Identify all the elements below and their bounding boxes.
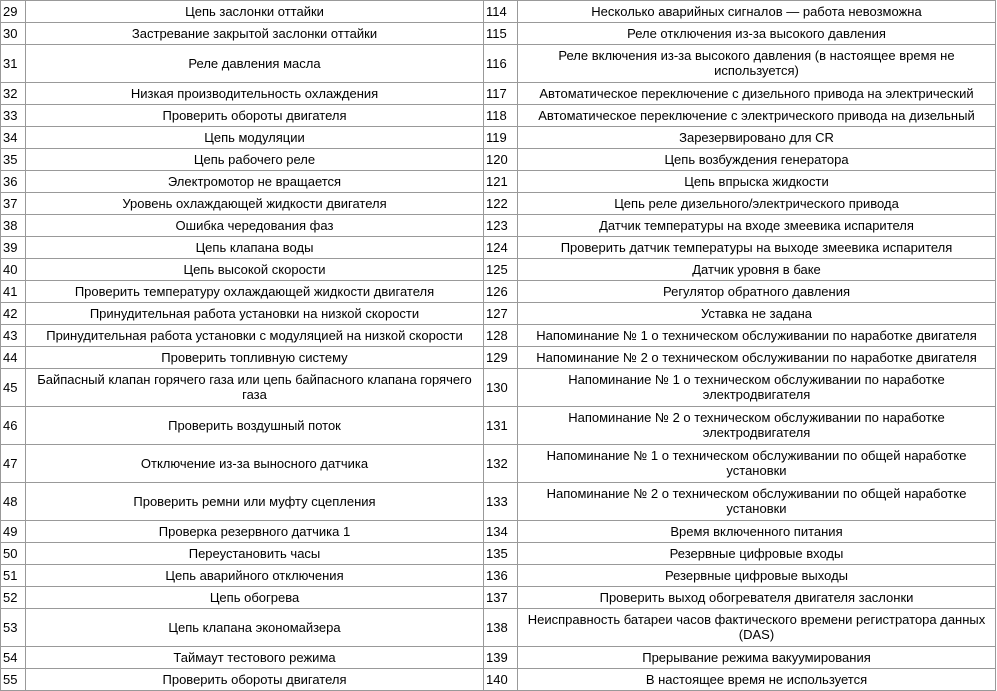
code-cell-right: 134 — [484, 521, 518, 543]
code-cell-left: 30 — [1, 23, 26, 45]
code-cell-left: 50 — [1, 543, 26, 565]
description-cell-left: Проверить обороты двигателя — [26, 105, 484, 127]
code-cell-left: 45 — [1, 369, 26, 407]
description-cell-right: Напоминание № 1 о техническом обслуживании по наработке электродвигателя — [518, 369, 996, 407]
description-cell-right: Уставка не задана — [518, 303, 996, 325]
description-cell-right: Резервные цифровые входы — [518, 543, 996, 565]
code-cell-right: 121 — [484, 171, 518, 193]
table-row — [1, 347, 996, 369]
code-cell-left: 44 — [1, 347, 26, 369]
code-cell-left: 39 — [1, 237, 26, 259]
description-cell-left: Низкая производительность охлаждения — [26, 83, 484, 105]
table-row — [1, 587, 996, 609]
table-row — [1, 259, 996, 281]
description-cell-left: Проверить температуру охлаждающей жидкости двигателя — [26, 281, 484, 303]
description-cell-left: Принудительная работа установки на низкой скорости — [26, 303, 484, 325]
code-cell-left: 47 — [1, 445, 26, 483]
code-cell-right: 126 — [484, 281, 518, 303]
code-cell-left: 43 — [1, 325, 26, 347]
code-cell-left: 48 — [1, 483, 26, 521]
description-cell-right: Напоминание № 2 о техническом обслуживании по наработке электродвигателя — [518, 407, 996, 445]
description-cell-right: Напоминание № 1 о техническом обслуживании по общей наработке установки — [518, 445, 996, 483]
description-cell-right: Неисправность батареи часов фактического времени регистратора данных (DAS) — [518, 609, 996, 647]
description-cell-left: Проверить воздушный поток — [26, 407, 484, 445]
code-cell-left: 52 — [1, 587, 26, 609]
table-row — [1, 609, 996, 647]
code-cell-right: 127 — [484, 303, 518, 325]
table-row — [1, 281, 996, 303]
code-cell-right: 137 — [484, 587, 518, 609]
description-cell-right: Цепь возбуждения генератора — [518, 149, 996, 171]
description-cell-left: Уровень охлаждающей жидкости двигателя — [26, 193, 484, 215]
code-cell-right: 116 — [484, 45, 518, 83]
table-row — [1, 521, 996, 543]
table-row — [1, 669, 996, 691]
table-row — [1, 543, 996, 565]
description-cell-right: Цепь реле дизельного/электрического привода — [518, 193, 996, 215]
code-cell-left: 33 — [1, 105, 26, 127]
description-cell-left: Цепь заслонки оттайки — [26, 1, 484, 23]
code-cell-right: 128 — [484, 325, 518, 347]
description-cell-left: Цепь клапана воды — [26, 237, 484, 259]
code-cell-left: 34 — [1, 127, 26, 149]
description-cell-right: Проверить выход обогревателя двигателя заслонки — [518, 587, 996, 609]
description-cell-right: Цепь впрыска жидкости — [518, 171, 996, 193]
code-cell-left: 49 — [1, 521, 26, 543]
table-row — [1, 303, 996, 325]
code-cell-left: 54 — [1, 647, 26, 669]
description-cell-right: В настоящее время не используется — [518, 669, 996, 691]
code-cell-right: 118 — [484, 105, 518, 127]
code-cell-left: 29 — [1, 1, 26, 23]
description-cell-right: Автоматическое переключение с дизельного привода на электрический — [518, 83, 996, 105]
description-cell-left: Цепь клапана экономайзера — [26, 609, 484, 647]
code-cell-right: 120 — [484, 149, 518, 171]
description-cell-left: Цепь аварийного отключения — [26, 565, 484, 587]
table-row — [1, 127, 996, 149]
description-cell-left: Переустановить часы — [26, 543, 484, 565]
description-cell-left: Проверка резервного датчика 1 — [26, 521, 484, 543]
description-cell-left: Проверить обороты двигателя — [26, 669, 484, 691]
table-row — [1, 1, 996, 23]
table-row — [1, 325, 996, 347]
description-cell-right: Напоминание № 1 о техническом обслуживании по наработке двигателя — [518, 325, 996, 347]
code-cell-right: 133 — [484, 483, 518, 521]
code-cell-right: 130 — [484, 369, 518, 407]
table-row — [1, 565, 996, 587]
table-row — [1, 83, 996, 105]
code-cell-left: 53 — [1, 609, 26, 647]
code-cell-left: 55 — [1, 669, 26, 691]
table-row — [1, 237, 996, 259]
table-row — [1, 171, 996, 193]
code-cell-right: 131 — [484, 407, 518, 445]
code-cell-left: 41 — [1, 281, 26, 303]
code-cell-right: 139 — [484, 647, 518, 669]
table-row — [1, 215, 996, 237]
code-cell-right: 132 — [484, 445, 518, 483]
description-cell-right: Напоминание № 2 о техническом обслуживании по наработке двигателя — [518, 347, 996, 369]
code-cell-right: 140 — [484, 669, 518, 691]
alarm-codes-body — [1, 1, 996, 691]
description-cell-left: Таймаут тестового режима — [26, 647, 484, 669]
code-cell-right: 135 — [484, 543, 518, 565]
code-cell-left: 38 — [1, 215, 26, 237]
table-row — [1, 193, 996, 215]
description-cell-right: Реле включения из-за высокого давления (в настоящее время не используется) — [518, 45, 996, 83]
description-cell-right: Реле отключения из-за высокого давления — [518, 23, 996, 45]
code-cell-right: 123 — [484, 215, 518, 237]
description-cell-left: Проверить топливную систему — [26, 347, 484, 369]
description-cell-left: Отключение из-за выносного датчика — [26, 445, 484, 483]
description-cell-right: Время включенного питания — [518, 521, 996, 543]
code-cell-right: 119 — [484, 127, 518, 149]
table-row — [1, 483, 996, 521]
description-cell-left: Цепь модуляции — [26, 127, 484, 149]
code-cell-right: 114 — [484, 1, 518, 23]
code-cell-right: 124 — [484, 237, 518, 259]
code-cell-left: 46 — [1, 407, 26, 445]
table-row — [1, 407, 996, 445]
code-cell-right: 125 — [484, 259, 518, 281]
description-cell-left: Проверить ремни или муфту сцепления — [26, 483, 484, 521]
code-cell-left: 40 — [1, 259, 26, 281]
code-cell-left: 32 — [1, 83, 26, 105]
table-row — [1, 369, 996, 407]
table-row — [1, 45, 996, 83]
code-cell-left: 36 — [1, 171, 26, 193]
description-cell-right: Автоматическое переключение с электрического привода на дизельный — [518, 105, 996, 127]
code-cell-right: 129 — [484, 347, 518, 369]
table-row — [1, 149, 996, 171]
description-cell-left: Электромотор не вращается — [26, 171, 484, 193]
code-cell-left: 51 — [1, 565, 26, 587]
description-cell-right: Датчик уровня в баке — [518, 259, 996, 281]
description-cell-left: Принудительная работа установки с модуляцией на низкой скорости — [26, 325, 484, 347]
code-cell-right: 117 — [484, 83, 518, 105]
description-cell-right: Датчик температуры на входе змеевика испарителя — [518, 215, 996, 237]
table-row — [1, 105, 996, 127]
description-cell-left: Ошибка чередования фаз — [26, 215, 484, 237]
table-row — [1, 23, 996, 45]
code-cell-right: 122 — [484, 193, 518, 215]
description-cell-right: Проверить датчик температуры на выходе змеевика испарителя — [518, 237, 996, 259]
table-row — [1, 445, 996, 483]
code-cell-left: 31 — [1, 45, 26, 83]
code-cell-left: 35 — [1, 149, 26, 171]
description-cell-left: Реле давления масла — [26, 45, 484, 83]
description-cell-left: Цепь обогрева — [26, 587, 484, 609]
description-cell-left: Цепь высокой скорости — [26, 259, 484, 281]
description-cell-right: Несколько аварийных сигналов — работа невозможна — [518, 1, 996, 23]
code-cell-left: 37 — [1, 193, 26, 215]
description-cell-left: Застревание закрытой заслонки оттайки — [26, 23, 484, 45]
description-cell-right: Регулятор обратного давления — [518, 281, 996, 303]
code-cell-right: 136 — [484, 565, 518, 587]
description-cell-left: Цепь рабочего реле — [26, 149, 484, 171]
description-cell-left: Байпасный клапан горячего газа или цепь байпасного клапана горячего газа — [26, 369, 484, 407]
description-cell-right: Зарезервировано для CR — [518, 127, 996, 149]
description-cell-right: Резервные цифровые выходы — [518, 565, 996, 587]
code-cell-left: 42 — [1, 303, 26, 325]
description-cell-right: Напоминание № 2 о техническом обслуживании по общей наработке установки — [518, 483, 996, 521]
code-cell-right: 138 — [484, 609, 518, 647]
code-cell-right: 115 — [484, 23, 518, 45]
table-row — [1, 647, 996, 669]
description-cell-right: Прерывание режима вакуумирования — [518, 647, 996, 669]
